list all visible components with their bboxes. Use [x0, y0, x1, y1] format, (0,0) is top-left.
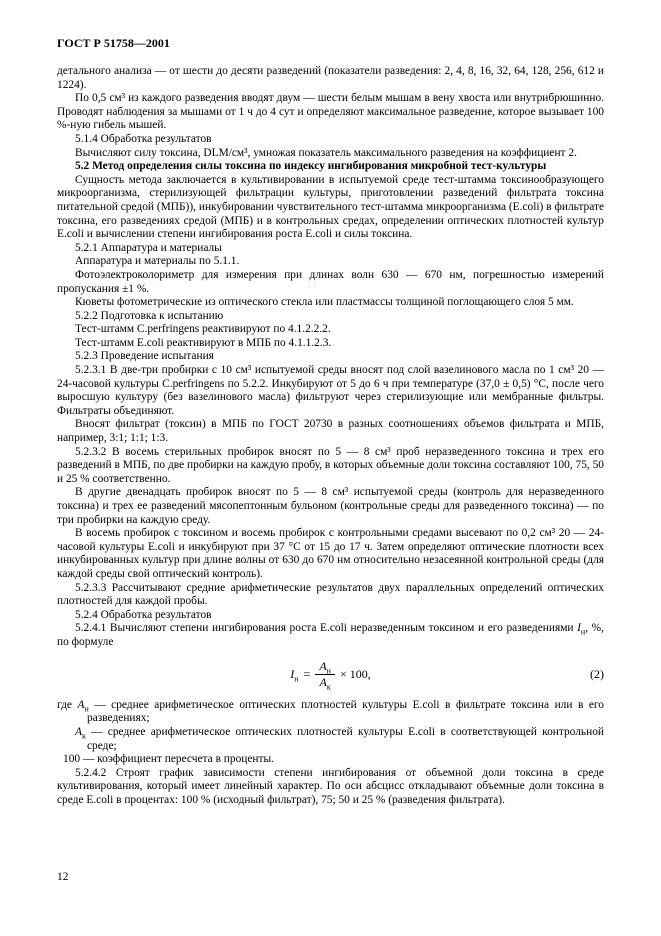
clause-heading-5-2-2: 5.2.2 Подготовка к испытанию: [75, 309, 224, 322]
paragraph: Сущность метода заключается в культивировании в испытуемой среде тест-штамма токсинообразующего микроорганизма, стерилизующей фильтрации культуры, приготовлении разведений фильтрата токсина питательной средой (МПБ)), инкубировании чувствительного тест-штамма микроорганизма (E.coli) в фильтрате токсина, его разведениях средой (МПБ) и в контрольных средах, определении оптических плотностей культур E.coli и вычислении степени ингибирования роста E.coli и силы токсина.: [57, 173, 604, 241]
definition-term-subscript: н: [84, 704, 89, 713]
formula-lhs-subscript: н: [294, 674, 299, 684]
paragraph: В другие двенадцать пробирок вносят по 5 — 8 см³ испытуемой среды (контроль для неразведенного токсина) и трех ее разведений мясопептонным бульоном (контрольные среды для разведенного токсина) — по три пробирки на каждую среду.: [57, 486, 604, 526]
formula-intro-text-post: , %, по формуле: [57, 622, 604, 648]
section-heading-5-2: 5.2 Метод определения силы токсина по индексу ингибирования микробной тест-культуры: [75, 160, 547, 173]
page-number: 12: [57, 871, 69, 883]
paragraph: Аппаратура и материалы по 5.1.1.: [75, 255, 240, 268]
formula-denominator-symbol: A: [319, 675, 327, 690]
definition-text: — коэффициент пересчета в проценты.: [80, 753, 275, 766]
formula-intro-text: 5.2.4.1 Вычисляют степени ингибирования роста E.coli неразведенным токсином и его разведениями: [75, 622, 578, 635]
clause-heading-5-2-4: 5.2.4 Обработка результатов: [75, 608, 212, 621]
formula: [290, 660, 370, 690]
clause-heading-5-2-3: 5.2.3 Проведение испытания: [75, 350, 214, 363]
definition-text: — среднее арифметическое оптических плотностей культуры E.coli в фильтрате токсина или в его разведениях;: [87, 698, 604, 725]
formula-numerator-subscript: н: [326, 665, 331, 675]
paragraph: 5.2.3.1 В две-три пробирки с 10 см³ испытуемой среды вносят под слой вазелинового масла по 1 см³ 20 — 24-часовой культуры C.perfringens по 5.2.2. Инкубируют от 5 до 6 ч при температуре (37,0 ± 0,5) °С, после чего выросшую культуру (без вазелинового масла) фильтруют через стерилизующие или мембранные фильтры. Фильтраты объединяют.: [57, 364, 604, 417]
definition-term: A: [77, 698, 85, 711]
definition-lead: где: [57, 698, 78, 711]
paragraph: 5.2.4.2 Строят график зависимости степени ингибирования от объемной доли токсина в среде культивирования, который имеет линейный характер. По оси абсцисс откладывают объемные доли токсина в среде E.coli в процентах: 100 % (исходный фильтрат), 75; 50 и 25 % (разведения фильтрата).: [57, 766, 604, 806]
definition-term-subscript: к: [81, 731, 86, 741]
formula-fraction: [315, 660, 335, 690]
formula-multiplier: × 100,: [339, 666, 371, 681]
formula-lhs-symbol: I: [290, 666, 295, 681]
paragraph: 5.2.3.2 В восемь стерильных пробирок вносят по 5 — 8 см³ проб неразведенного токсина и трех его разведений в МПБ, по две пробирки на каждую пробу, в которых объемные доли токсина составляют 100, 75, 50 и 25 % соответственно.: [57, 445, 604, 485]
paragraph: В восемь пробирок с токсином и восемь пробирок с контрольными средами высевают по 0,2 см³ 20 — 24-часовой культуры E.coli и инкубируют при 37 °С от 15 до 17 ч. Затем определяют оптические плотности всех инкубированных культур при длине волны от 630 до 670 нм относительно незасеянной контрольной среды (для каждой среды свой оптический контроль).: [57, 527, 604, 580]
formula-equals: =: [303, 666, 311, 681]
definition-text: — среднее арифметическое оптических плотностей культуры E.coli в соответствующей контрольной среде;: [85, 725, 604, 752]
formula-denominator-subscript: к: [326, 682, 331, 692]
formula-block: [57, 660, 604, 690]
paragraph: Фотоэлектроколориметр для измерения при длинах волн 630 — 670 нм, погрешностью измерений пропускания ±1 %.: [57, 268, 604, 295]
paragraph: Кюветы фотометрические из оптического стекла или пластмассы толщиной поглощающего слоя 5 мм.: [75, 296, 574, 309]
paragraph: Тест-штамм C.perfringens реактивируют по 4.1.2.2.2.: [75, 323, 331, 336]
paragraph: Вносят фильтрат (токсин) в МПБ по ГОСТ 20730 в разных соотношениях объемов фильтрата и МПБ, например, 3:1; 1:1; 1:3.: [57, 418, 604, 445]
document-title: ГОСТ Р 51758—2001: [57, 36, 170, 50]
formula-intro-symbol-subscript: н: [580, 627, 586, 637]
paragraph: 5.2.3.3 Рассчитывают средние арифметические результатов двух параллельных определений оптических плотностей для каждой пробы.: [57, 581, 604, 608]
definition-term: A: [75, 725, 82, 738]
clause-heading-5-1-4: 5.1.4 Обработка результатов: [75, 132, 212, 145]
formula-numerator: [315, 660, 335, 676]
paragraph: Тест-штамм E.coli реактивируют в МПБ по 4.1.1.2.3.: [75, 336, 332, 349]
definition-item: [57, 753, 604, 767]
formula-intro-symbol: I: [577, 622, 581, 635]
formula-denominator: [315, 675, 335, 690]
document-body: [57, 65, 604, 807]
paragraph-formula-intro: [57, 622, 604, 649]
paragraph: По 0,5 см³ из каждого разведения вводят двум — шести белым мышам в вену хвоста или внутрибрюшинно. Проводят наблюдения за мышами от 1 ч до 4 сут и определяют максимальное разведение, которое вызывает 100 %-ную гибель мышей.: [57, 92, 604, 132]
definition-term: 100: [63, 753, 81, 766]
clause-heading-5-2-1: 5.2.1 Аппаратура и материалы: [75, 241, 222, 254]
paragraph: Вычисляют силу токсина, DLM/см³, умножая показатель максимального разведения на коэффициент 2.: [75, 146, 577, 159]
definition-item: [57, 699, 604, 726]
formula-numerator-symbol: A: [319, 658, 327, 673]
definition-item: [57, 726, 604, 753]
formula-lhs: [290, 668, 298, 682]
document-header: [57, 36, 604, 50]
paragraph-continuation: детального анализа — от шести до десяти разведений (показатели разведения: 2, 4, 8, 16, 32, 64, 128, 256, 612 и 1224).: [57, 65, 604, 91]
formula-number: (2): [590, 666, 604, 681]
